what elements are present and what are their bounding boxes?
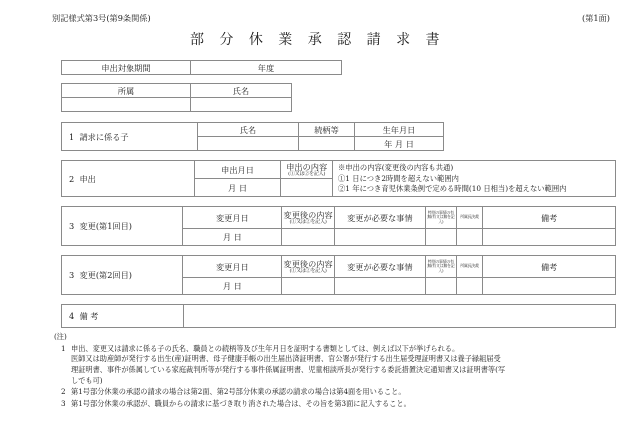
child-section-title: 請求に係る子 <box>79 131 129 142</box>
moushide-date-input[interactable]: 月 日 <box>194 179 281 197</box>
moushide-content-header-note: (①又は②を記入) <box>288 171 326 178</box>
change1-remarks-header: 備考 <box>483 207 616 229</box>
change2-approval-header-label: 所属長決裁 <box>460 263 479 269</box>
moushide-date-header: 申出月日 <box>194 161 281 179</box>
form-reference: 別記様式第3号(第9条関係) <box>52 13 151 23</box>
footnote-number: 2 <box>61 387 66 397</box>
footnote-line: 理証明書、事件が係属している家庭裁判所等が発行する事件係属証明書、児童相談所長が発行する委託措置決定通知書又は証明書等(写 <box>71 365 506 375</box>
change2-remarks-header: 備考 <box>483 256 616 278</box>
table-row <box>62 256 616 278</box>
change1-special-header-label: 特別の事情の有無(有又は無を記入) <box>427 209 455 225</box>
child-section-number: 1 <box>69 131 75 142</box>
moushide-section-number: 2 <box>69 173 75 184</box>
moushide-section-title: 申出 <box>79 173 96 184</box>
change1-section-label <box>62 207 183 246</box>
table-row <box>62 84 292 98</box>
affiliation-input[interactable] <box>62 98 191 112</box>
change-table-1 <box>61 206 616 246</box>
change1-content-header <box>282 207 334 229</box>
table-row <box>62 61 342 75</box>
moushide-section-label <box>62 161 195 197</box>
remarks-section-number: 4 <box>69 311 75 322</box>
table-row <box>62 305 616 328</box>
name-input[interactable] <box>191 98 292 112</box>
page-reference: (第1面) <box>582 13 610 23</box>
name-header: 氏名 <box>191 84 292 98</box>
moushide-content-header <box>281 161 333 179</box>
child-relation-header: 続柄等 <box>299 123 355 137</box>
moushide-note-line: ※申出の内容(変更後の内容も共通) <box>338 163 454 173</box>
change1-reason-input[interactable] <box>334 229 425 246</box>
child-birthdate-input[interactable]: 年 月 日 <box>355 137 444 151</box>
affiliation-header: 所属 <box>62 84 191 98</box>
period-table <box>61 60 342 75</box>
moushide-content-header-label: 申出の内容 <box>286 161 328 172</box>
child-section-label <box>62 123 198 151</box>
change2-date-input[interactable]: 月 日 <box>183 278 282 295</box>
change1-approval-header-label: 所属長決裁 <box>460 214 479 220</box>
table-row <box>62 123 444 137</box>
affiliation-table <box>61 83 292 112</box>
child-name-header: 氏名 <box>198 123 299 137</box>
child-table <box>61 122 444 151</box>
change-table-2 <box>61 255 616 295</box>
footnote-body <box>71 399 616 410</box>
footnote-line: 医師又は助産師が発行する出生(産)証明書、母子健康手帳の出生届出済証明書、官公署が発行する出生届受理証明書又は養子縁組届受 <box>71 354 501 364</box>
header-row <box>14 14 616 22</box>
moushide-notes <box>333 161 616 197</box>
table-row <box>62 98 292 112</box>
change2-special-header-label: 特別の事情の有無(有又は無を記入) <box>427 258 455 274</box>
change1-content-header-label: 変更後の内容 <box>283 209 333 220</box>
change2-approval-input[interactable] <box>456 278 483 295</box>
change1-reason-header: 変更が必要な事情 <box>334 207 425 229</box>
remarks-table <box>61 304 616 328</box>
footnotes <box>54 332 616 409</box>
change2-section-number: 3 <box>69 270 75 281</box>
change2-special-header <box>426 256 457 278</box>
period-value[interactable]: 年度 <box>191 61 342 75</box>
footnote-body <box>71 387 616 398</box>
change1-date-header: 変更月日 <box>183 207 282 229</box>
change1-content-header-note: (①又は②を記入) <box>289 219 327 226</box>
change1-special-header <box>426 207 457 229</box>
change2-approval-header <box>456 256 483 278</box>
change1-date-input[interactable]: 月 日 <box>183 229 282 246</box>
child-name-input[interactable] <box>198 137 299 151</box>
change2-reason-header: 変更が必要な事情 <box>334 256 425 278</box>
change2-reason-input[interactable] <box>334 278 425 295</box>
change2-content-input[interactable] <box>282 278 334 295</box>
table-row <box>62 161 616 179</box>
change1-section-title: 変更(第1回目) <box>79 221 132 232</box>
footnotes-heading: (注) <box>54 332 67 342</box>
change1-approval-input[interactable] <box>456 229 483 246</box>
change2-section-title: 変更(第2回目) <box>79 270 132 281</box>
footnote-item <box>54 344 616 386</box>
child-relation-input[interactable] <box>299 137 355 151</box>
moushide-content-input[interactable] <box>281 179 333 197</box>
change2-content-header <box>282 256 334 278</box>
table-row <box>62 207 616 229</box>
change1-approval-header <box>456 207 483 229</box>
change2-remarks-input[interactable] <box>483 278 616 295</box>
footnote-number: 1 <box>61 343 66 353</box>
remarks-section-title: 備 考 <box>79 311 99 322</box>
footnote-body <box>71 344 616 386</box>
change1-content-input[interactable] <box>282 229 334 246</box>
moushide-note-line: ①1 日につき2時間を超えない範囲内 <box>338 173 459 183</box>
period-label: 申出対象期間 <box>62 61 191 75</box>
footnote-line: 第1号部分休業の承認が、職員からの請求に基づき取り消された場合は、その旨を第3面に記入すること。 <box>71 398 411 408</box>
change2-content-header-label: 変更後の内容 <box>283 258 333 269</box>
remarks-section-label <box>62 305 184 328</box>
change2-date-header: 変更月日 <box>183 256 282 278</box>
footnote-line: しでも可) <box>71 375 103 385</box>
moushide-table <box>61 160 616 197</box>
change1-special-input[interactable] <box>426 229 457 246</box>
page-title: 部 分 休 業 承 認 請 求 書 <box>189 32 446 49</box>
footnote-number: 3 <box>61 398 66 408</box>
change2-content-header-note: (①又は②を記入) <box>289 268 327 275</box>
footnote-line: 申出、変更又は請求に係る子の氏名、職員との続柄等及び生年月日を証明する書類としては、例えば以下が挙げられる。 <box>71 343 460 353</box>
footnote-item <box>54 399 616 410</box>
change1-section-number: 3 <box>69 221 75 232</box>
footnote-line: 第1号部分休業の承認の請求の場合は第2面、第2号部分休業の承認の請求の場合は第4面を用いること。 <box>71 387 406 397</box>
child-birthdate-header: 生年月日 <box>355 123 444 137</box>
footnote-item <box>54 387 616 398</box>
change1-remarks-input[interactable] <box>483 229 616 246</box>
change2-special-input[interactable] <box>426 278 457 295</box>
change2-section-label <box>62 256 183 295</box>
moushide-note-line: ②1 年につき育児休業条例で定める時間(10 日相当)を超えない範囲内 <box>338 183 567 193</box>
remarks-input[interactable] <box>184 305 616 328</box>
